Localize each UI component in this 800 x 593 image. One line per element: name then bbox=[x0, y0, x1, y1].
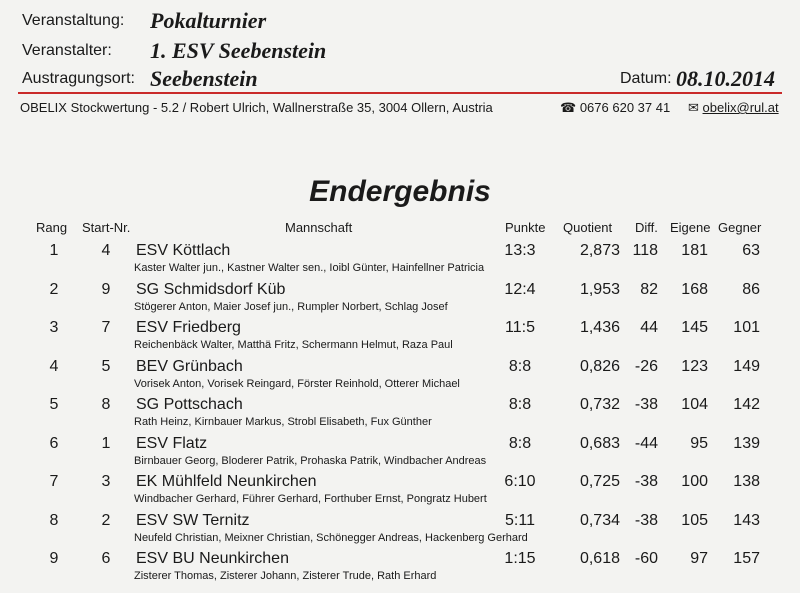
cell-diff: -44 bbox=[634, 434, 658, 452]
venue-label: Austragungsort: bbox=[22, 70, 135, 87]
cell-own: 168 bbox=[681, 280, 708, 298]
cell-start: 8 bbox=[101, 396, 111, 413]
cell-diff: -60 bbox=[634, 550, 658, 567]
team-players: Kaster Walter jun., Kastner Walter sen., Ioibl Günter, Hainfellner Patricia bbox=[134, 262, 485, 274]
cell-points: 13:3 bbox=[504, 242, 536, 259]
col-team-header: Mannschaft bbox=[285, 220, 353, 235]
cell-quotient: 0,725 bbox=[579, 473, 620, 490]
header-divider bbox=[18, 92, 782, 94]
cell-own: 123 bbox=[681, 357, 708, 375]
cell-rank: 3 bbox=[49, 319, 59, 336]
cell-rank: 7 bbox=[49, 473, 59, 490]
cell-opp: 157 bbox=[733, 550, 760, 567]
col-rank-header: Rang bbox=[36, 220, 68, 235]
cell-own: 145 bbox=[681, 319, 708, 336]
cell-own: 105 bbox=[681, 511, 708, 529]
email-address: obelix@rul.at bbox=[702, 100, 779, 115]
cell-quotient: 0,683 bbox=[579, 434, 620, 452]
phone-icon: ☎ bbox=[560, 100, 577, 115]
event-label: Veranstaltung: bbox=[22, 12, 125, 29]
organizer-value: 1. ESV Seebenstein bbox=[150, 38, 327, 63]
cell-own: 181 bbox=[681, 242, 708, 259]
event-value: Pokalturnier bbox=[150, 8, 267, 33]
team-players: Reichenbäck Walter, Matthä Fritz, Schermann Helmut, Raza Paul bbox=[134, 339, 453, 351]
cell-start: 9 bbox=[101, 280, 111, 298]
cell-start: 6 bbox=[101, 550, 111, 567]
cell-points: 6:10 bbox=[504, 473, 536, 490]
col-opp-header: Gegner bbox=[718, 220, 762, 235]
col-quotient-header: Quotient bbox=[563, 220, 613, 235]
cell-diff: -38 bbox=[634, 511, 658, 529]
page-title: Endergebnis bbox=[309, 175, 491, 208]
cell-start: 2 bbox=[101, 511, 111, 529]
col-own-header: Eigene bbox=[670, 220, 711, 235]
cell-start: 1 bbox=[101, 434, 111, 452]
cell-points: 1:15 bbox=[504, 550, 536, 567]
venue-value: Seebenstein bbox=[150, 66, 258, 91]
cell-points: 5:11 bbox=[505, 511, 535, 529]
team-players: Vorisek Anton, Vorisek Reingard, Förster Reinhold, Otterer Michael bbox=[134, 377, 460, 390]
cell-rank: 9 bbox=[49, 550, 59, 567]
cell-team: EK Mühlfeld Neunkirchen bbox=[136, 473, 317, 490]
col-points-header: Punkte bbox=[505, 220, 546, 235]
cell-team: ESV Flatz bbox=[136, 434, 208, 452]
cell-team: ESV SW Ternitz bbox=[136, 511, 250, 529]
cell-start: 3 bbox=[101, 473, 111, 490]
mail-icon: ✉ bbox=[688, 100, 699, 115]
team-players: Birnbauer Georg, Bloderer Patrik, Prohaska Patrik, Windbacher Andreas bbox=[134, 454, 487, 467]
team-players: Neufeld Christian, Meixner Christian, Schönegger Andreas, Hackenberg Gerhard bbox=[134, 531, 528, 544]
cell-quotient: 1,436 bbox=[579, 319, 620, 336]
cell-diff: 44 bbox=[640, 319, 658, 336]
cell-diff: 82 bbox=[640, 280, 658, 298]
cell-quotient: 2,873 bbox=[579, 242, 620, 259]
cell-team: SG Schmidsdorf Küb bbox=[136, 280, 286, 298]
cell-team: ESV Friedberg bbox=[136, 319, 241, 336]
cell-start: 7 bbox=[101, 319, 111, 336]
cell-quotient: 0,826 bbox=[579, 357, 620, 375]
cell-quotient: 0,618 bbox=[579, 550, 620, 567]
cell-opp: 86 bbox=[742, 280, 760, 298]
organization-line: OBELIX Stockwertung - 5.2 / Robert Ulrich, Wallnerstraße 35, 3004 Ollern, Austria bbox=[20, 100, 493, 115]
cell-team: ESV Köttlach bbox=[136, 242, 231, 259]
col-start-header: Start-Nr. bbox=[82, 220, 131, 235]
team-players: Rath Heinz, Kirnbauer Markus, Strobl Elisabeth, Fux Günther bbox=[134, 416, 432, 428]
team-players: Windbacher Gerhard, Führer Gerhard, Forthuber Ernst, Pongratz Hubert bbox=[134, 493, 487, 505]
cell-points: 11:5 bbox=[505, 319, 535, 336]
cell-rank: 8 bbox=[49, 511, 59, 529]
cell-start: 4 bbox=[101, 242, 111, 259]
cell-points: 8:8 bbox=[508, 396, 532, 413]
cell-opp: 138 bbox=[733, 473, 760, 490]
team-players: Zisterer Thomas, Zisterer Johann, Zisterer Trude, Rath Erhard bbox=[134, 570, 437, 582]
cell-opp: 142 bbox=[733, 396, 760, 413]
phone-number: 0676 620 37 41 bbox=[579, 100, 671, 115]
cell-diff: -38 bbox=[634, 396, 658, 413]
cell-points: 12:4 bbox=[504, 280, 536, 298]
cell-rank: 5 bbox=[49, 396, 59, 413]
cell-rank: 1 bbox=[49, 242, 59, 259]
cell-points: 8:8 bbox=[508, 434, 532, 452]
cell-quotient: 0,732 bbox=[579, 396, 620, 413]
cell-team: BEV Grünbach bbox=[136, 357, 243, 375]
cell-opp: 63 bbox=[742, 242, 760, 259]
email-line bbox=[688, 100, 779, 116]
cell-team: ESV BU Neunkirchen bbox=[136, 550, 289, 567]
date-value: 08.10.2014 bbox=[676, 66, 775, 91]
cell-points: 8:8 bbox=[508, 357, 532, 375]
cell-opp: 139 bbox=[733, 434, 760, 452]
cell-opp: 101 bbox=[733, 319, 760, 336]
cell-opp: 143 bbox=[733, 511, 760, 529]
cell-own: 95 bbox=[690, 434, 708, 452]
cell-opp: 149 bbox=[733, 357, 760, 375]
organizer-label: Veranstalter: bbox=[22, 42, 112, 59]
phone-line bbox=[560, 100, 670, 116]
cell-rank: 2 bbox=[49, 280, 59, 298]
cell-diff: -26 bbox=[634, 357, 658, 375]
cell-start: 5 bbox=[101, 357, 111, 375]
cell-own: 104 bbox=[681, 396, 708, 413]
cell-team: SG Pottschach bbox=[136, 396, 243, 413]
cell-rank: 4 bbox=[49, 357, 59, 375]
cell-quotient: 0,734 bbox=[579, 511, 620, 529]
cell-own: 97 bbox=[690, 550, 708, 567]
cell-own: 100 bbox=[681, 473, 708, 490]
cell-rank: 6 bbox=[49, 434, 59, 452]
cell-quotient: 1,953 bbox=[579, 280, 620, 298]
cell-diff: 118 bbox=[632, 242, 658, 259]
col-diff-header: Diff. bbox=[635, 220, 658, 235]
team-players: Stögerer Anton, Maier Josef jun., Rumpler Norbert, Schlag Josef bbox=[134, 300, 448, 313]
cell-diff: -38 bbox=[634, 473, 658, 490]
date-label: Datum: bbox=[620, 70, 672, 87]
